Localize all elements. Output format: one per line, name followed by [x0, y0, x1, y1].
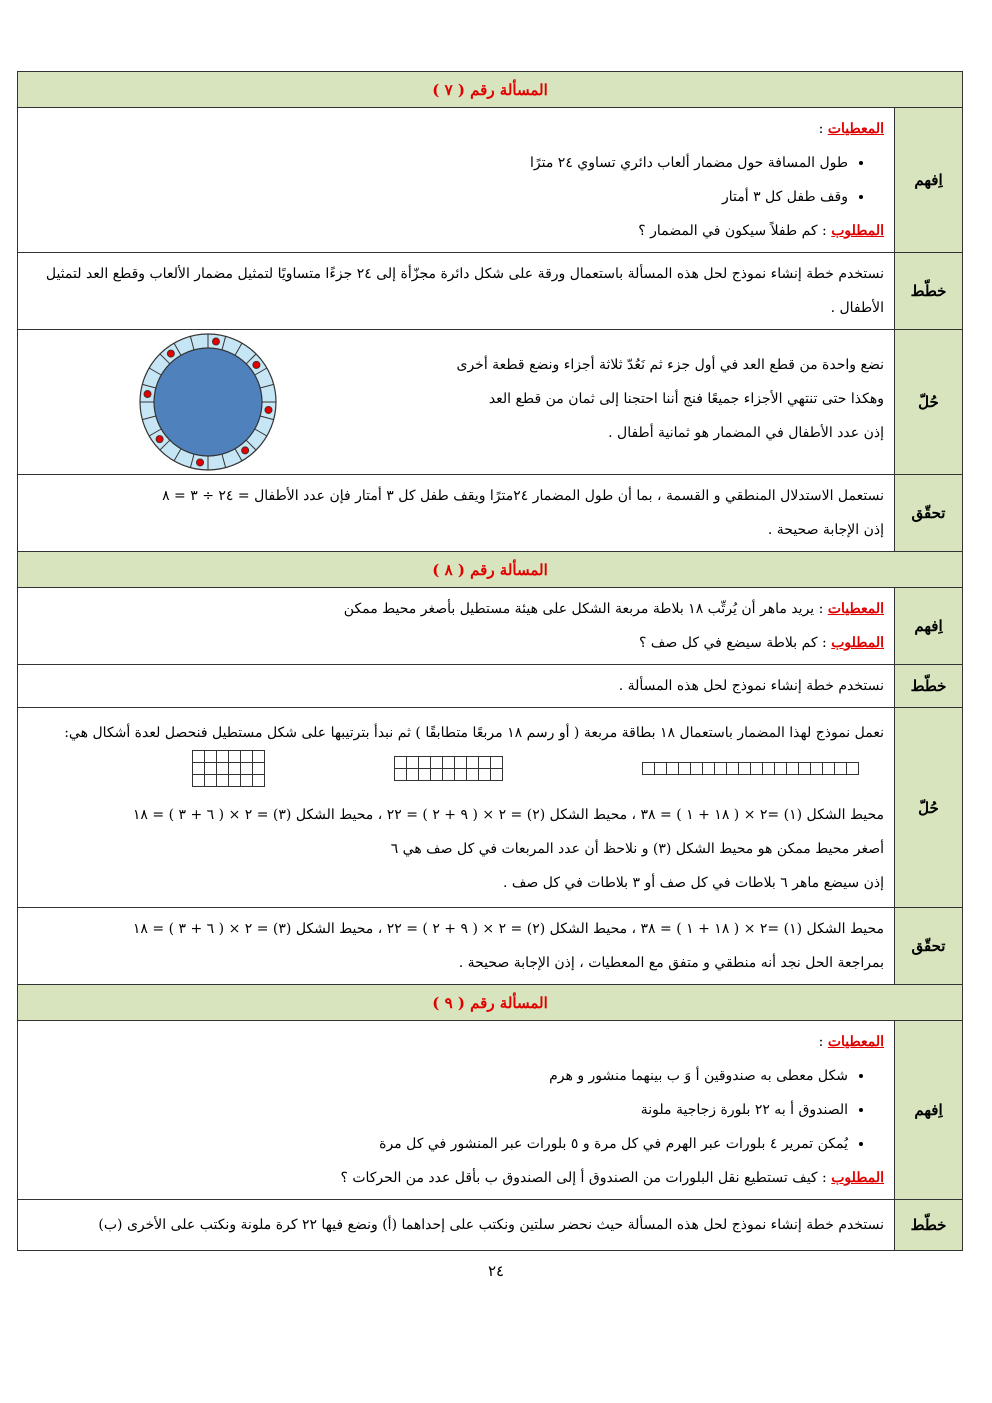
- plan-label: خطّط: [895, 1200, 963, 1251]
- tile: [763, 762, 775, 774]
- solve-line: محيط الشكل (١) =٢ × ( ١٨ + ١ ) = ٣٨ ، محيط الشكل (٢) = ٢ × ( ٩ + ٢ ) = ٢٢ ، محيط الشكل (٣) = ٢ × ( ٦ + ٣ ) = ١٨: [132, 806, 884, 823]
- tile: [205, 762, 217, 774]
- tile: [419, 756, 431, 768]
- understand-label: اِفهم: [895, 1021, 963, 1200]
- tile: [835, 762, 847, 774]
- solve-line: إذن عدد الأطفال في المضمار هو ثمانية أطفال .: [608, 425, 884, 441]
- tile: [229, 762, 241, 774]
- tile: [205, 774, 217, 786]
- tile: [419, 768, 431, 780]
- page-number: ٢٤: [487, 1262, 505, 1280]
- tile: [727, 762, 739, 774]
- check-line: محيط الشكل (١) =٢ × ( ١٨ + ١ ) = ٣٨ ، محيط الشكل (٢) = ٢ × ( ٩ + ٢ ) = ٢٢ ، محيط الشكل (٣) = ٢ × ( ٦ + ٣ ) = ١٨: [132, 921, 884, 937]
- problem-9-understand: المعطيات : • شكل معطى به صندوقين أ وَ ب بينهما منشور و هرم • الصندوق أ به ٢٢ بلورة زجاجية ملونة • يُمكن تمرير ٤ بلورات عبر الهرم في كل مرة و ٥ بلورات عبر المنشور في كل مرة المطلوب : كيف تستطيع نقل البلورات من الصندوق أ إلى الصندوق ب بأقل عدد من الحركات ؟: [18, 1021, 895, 1200]
- plan-text: نستخدم خطة إنشاء نموذج لحل هذه المسألة حيث نحضر سلتين ونكتب على إحداهما (أ) ونضع فيها ٢٢ كرة ملونة ونكتب على الأخرى (ب): [18, 1200, 895, 1251]
- given-item: • يُمكن تمرير ٤ بلورات عبر الهرم في كل مرة و ٥ بلورات عبر المنشور في كل مرة: [28, 1127, 848, 1161]
- tile: [443, 768, 455, 780]
- plan-text: نستخدم خطة إنشاء نموذج لحل هذه المسألة باستعمال ورقة على شكل دائرة مجزّأة إلى ٢٤ جزءًا متساويًا لتمثيل مضمار الألعاب وقطع العد لتمثيل الأطفال .: [18, 253, 895, 330]
- tile: [253, 774, 265, 786]
- check-line: إذن الإجابة صحيحة .: [767, 522, 884, 538]
- tile: [407, 768, 419, 780]
- solve-intro: نعمل نموذج لهذا المضمار باستعمال ١٨ بطاقة مربعة ( أو رسم ١٨ مربعًا متطابقًا ) ثم نبدأ بترتيبها على شكل مستطيل فنحصل لعدة أشكال هي:: [64, 724, 884, 741]
- tile: [193, 774, 205, 786]
- tile: [253, 750, 265, 762]
- problem-9-title: المسألة رقم ( ٩ ): [432, 994, 548, 1012]
- understand-label: اِفهم: [895, 588, 963, 665]
- tile: [455, 756, 467, 768]
- problem-7-header-row: [18, 72, 963, 108]
- problem-7-solve-row: [18, 330, 963, 475]
- problem-9-understand-row: [18, 1021, 963, 1200]
- child-counter: [156, 436, 163, 443]
- solve-line: نضع واحدة من قطع العد في أول جزء ثم نَعُدّ ثلاثة أجزاء ونضع قطعة أخرى: [456, 357, 884, 373]
- solve-line: إذن سيضع ماهر ٦ بلاطات في كل صف أو ٣ بلاطات في كل صف .: [502, 874, 884, 891]
- circular-track-model: [138, 332, 278, 472]
- problem-7-title: المسألة رقم ( ٧ ): [432, 81, 548, 99]
- problem-8-understand: المعطيات : يريد ماهر أن يُرتِّب ١٨ بلاطة مربعة الشكل على هيئة مستطيل بأصغر محيط ممكن المطلوب : كم بلاطة سيضع في كل صف ؟: [18, 588, 895, 665]
- givens-label: المعطيات: [827, 121, 884, 137]
- problem-8-solve-row: [18, 708, 963, 908]
- tile: [655, 762, 667, 774]
- required-label: المطلوب: [831, 635, 884, 651]
- rectangle-1x18: [642, 762, 860, 776]
- tile: [775, 762, 787, 774]
- rectangle-3x6: [192, 750, 266, 788]
- solve-label: حُلّ: [895, 330, 963, 475]
- problems-table: [17, 71, 963, 1251]
- problem-8-solve: [18, 708, 895, 908]
- tile: [241, 774, 253, 786]
- tile: [431, 768, 443, 780]
- required-text: كم بلاطة سيضع في كل صف ؟: [639, 635, 818, 651]
- problem-8-understand-row: [18, 588, 963, 665]
- problem-9-plan-row: [18, 1200, 963, 1251]
- given-item: • الصندوق أ به ٢٢ بلورة زجاجية ملونة: [28, 1093, 848, 1127]
- tile: [395, 768, 407, 780]
- problem-8-plan-row: [18, 665, 963, 708]
- problem-7-check-row: [18, 475, 963, 552]
- plan-label: خطّط: [895, 665, 963, 708]
- problem-8-check-row: [18, 908, 963, 985]
- plan-text: نستخدم خطة إنشاء نموذج لحل هذه المسألة .: [18, 665, 895, 708]
- tile: [443, 756, 455, 768]
- understand-label: اِفهم: [895, 108, 963, 253]
- tile: [193, 762, 205, 774]
- tile: [691, 762, 703, 774]
- given-item: • وقف طفل كل ٣ أمتار: [28, 180, 848, 214]
- problem-7-plan-row: [18, 253, 963, 330]
- tile: [455, 768, 467, 780]
- check-line: بمراجعة الحل نجد أنه منطقي و متفق مع المعطيات ، إذن الإجابة صحيحة .: [458, 955, 884, 971]
- tile: [703, 762, 715, 774]
- required-label: المطلوب: [831, 1170, 884, 1186]
- tile: [667, 762, 679, 774]
- problem-8-header-row: [18, 552, 963, 588]
- problem-8-title: المسألة رقم ( ٨ ): [432, 561, 548, 579]
- child-counter: [212, 338, 219, 345]
- solve-line: وهكذا حتى تنتهي الأجزاء جميعًا فنج أننا احتجنا إلى ثمان من قطع العد: [488, 391, 884, 407]
- problem-8-check: [18, 908, 895, 985]
- tile: [751, 762, 763, 774]
- tile: [479, 768, 491, 780]
- solve-label: حُلّ: [895, 708, 963, 908]
- givens-label: المعطيات: [827, 601, 884, 617]
- child-counter: [167, 350, 174, 357]
- tile: [467, 768, 479, 780]
- problem-7-solve: [18, 330, 895, 475]
- tile: [205, 750, 217, 762]
- givens-text: يريد ماهر أن يُرتِّب ١٨ بلاطة مربعة الشكل على هيئة مستطيل بأصغر محيط ممكن: [343, 601, 815, 617]
- solve-line: أصغر محيط ممكن هو محيط الشكل (٣) و نلاحظ أن عدد المربعات في كل صف هي ٦: [390, 840, 884, 857]
- problem-7-check: [18, 475, 895, 552]
- rectangle-models: [28, 750, 884, 798]
- plan-label: خطّط: [895, 253, 963, 330]
- tile: [217, 762, 229, 774]
- tile: [217, 774, 229, 786]
- tile: [395, 756, 407, 768]
- tile: [407, 756, 419, 768]
- tile: [241, 750, 253, 762]
- problem-7-understand-row: [18, 108, 963, 253]
- tile: [479, 756, 491, 768]
- tile: [847, 762, 859, 774]
- tile: [491, 768, 503, 780]
- given-item: • طول المسافة حول مضمار ألعاب دائري تساوي ٢٤ مترًا: [28, 146, 848, 180]
- child-counter: [265, 406, 272, 413]
- tile: [643, 762, 655, 774]
- givens-label: المعطيات: [827, 1034, 884, 1050]
- tile: [811, 762, 823, 774]
- problem-9-header-row: [18, 985, 963, 1021]
- given-item: • شكل معطى به صندوقين أ وَ ب بينهما منشور و هرم: [28, 1059, 848, 1093]
- child-counter: [196, 459, 203, 466]
- tile: [193, 750, 205, 762]
- tile: [739, 762, 751, 774]
- tile: [229, 774, 241, 786]
- required-label: المطلوب: [831, 223, 884, 239]
- rectangle-2x9: [394, 756, 516, 782]
- tile: [431, 756, 443, 768]
- check-label: تحقّق: [895, 475, 963, 552]
- problem-7-understand: المعطيات : • طول المسافة حول مضمار ألعاب دائري تساوي ٢٤ مترًا • وقف طفل كل ٣ أمتار المطلوب : كم طفلاً سيكون في المضمار ؟: [18, 108, 895, 253]
- tile: [823, 762, 835, 774]
- required-text: كم طفلاً سيكون في المضمار ؟: [638, 223, 818, 239]
- tile: [229, 750, 241, 762]
- tile: [491, 756, 503, 768]
- child-counter: [242, 447, 249, 454]
- tile: [253, 762, 265, 774]
- check-label: تحقّق: [895, 908, 963, 985]
- tile: [241, 762, 253, 774]
- child-counter: [253, 361, 260, 368]
- tile: [467, 756, 479, 768]
- tile: [715, 762, 727, 774]
- check-line: نستعمل الاستدلال المنطقي و القسمة ، بما أن طول المضمار ٢٤مترًا ويقف طفل كل ٣ أمتار فإن عدد الأطفال = ٢٤ ÷ ٣ = ٨: [162, 488, 884, 504]
- tile: [799, 762, 811, 774]
- tile: [217, 750, 229, 762]
- tile: [679, 762, 691, 774]
- required-text: كيف تستطيع نقل البلورات من الصندوق أ إلى الصندوق ب بأقل عدد من الحركات ؟: [340, 1170, 818, 1186]
- tile: [787, 762, 799, 774]
- child-counter: [144, 390, 151, 397]
